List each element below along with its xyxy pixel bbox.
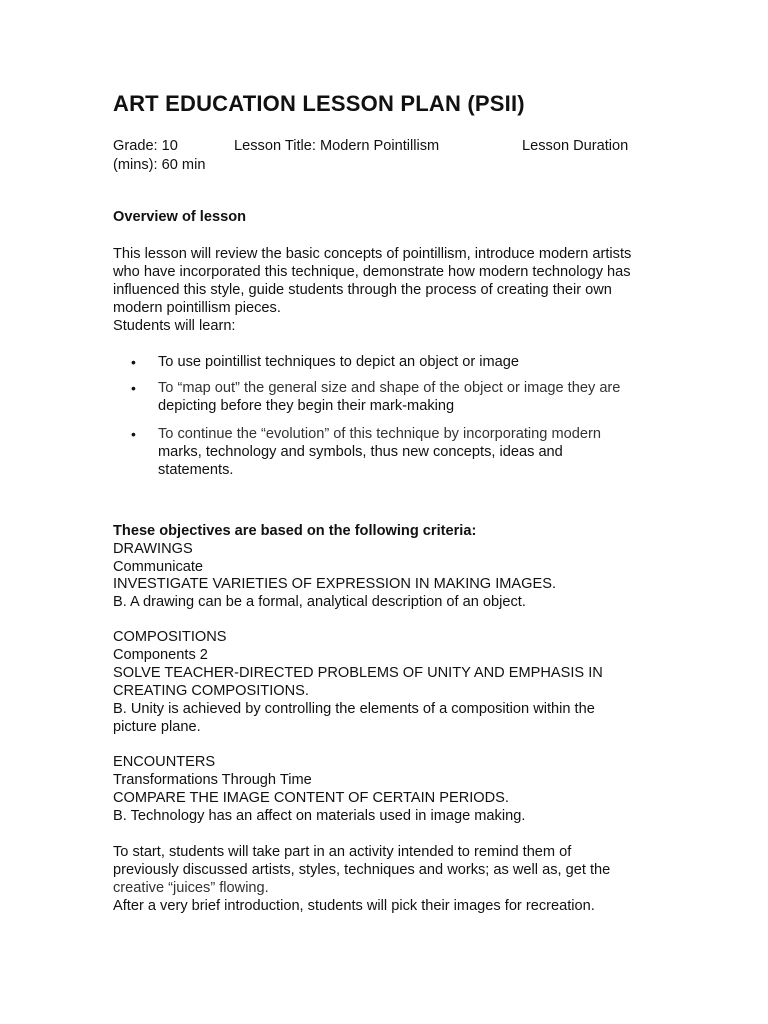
encounters-heading: ENCOUNTERS xyxy=(113,754,216,770)
compositions-line: SOLVE TEACHER-DIRECTED PROBLEMS OF UNITY AND EMPHASIS IN xyxy=(113,665,603,681)
lesson-duration-label: Lesson Duration xyxy=(522,138,629,154)
objectives-heading: These objectives are based on the following criteria: xyxy=(113,523,477,539)
closing-line: To start, students will take part in an activity intended to remind them of xyxy=(113,844,572,860)
closing-line: creative “juices” flowing. xyxy=(113,880,269,896)
compositions-line: Components 2 xyxy=(113,647,208,663)
compositions-line: picture plane. xyxy=(113,719,201,735)
bullet-item-text: To use pointillist techniques to depict an object or image xyxy=(158,354,520,370)
drawings-line: B. A drawing can be a formal, analytical description of an object. xyxy=(113,594,526,610)
drawings-line: Communicate xyxy=(113,559,204,575)
bullet-icon: • xyxy=(131,380,136,396)
bullet-item-text: depicting before they begin their mark-making xyxy=(158,398,455,414)
compositions-line: B. Unity is achieved by controlling the elements of a composition within the xyxy=(113,701,595,717)
lesson-title-label: Lesson Title: Modern Pointillism xyxy=(234,138,440,154)
bullet-item-text: To “map out” the general size and shape of the object or image they are xyxy=(158,380,621,396)
overview-line: This lesson will review the basic concepts of pointillism, introduce modern artists xyxy=(113,246,632,262)
compositions-line: CREATING COMPOSITIONS. xyxy=(113,683,309,699)
bullet-icon: • xyxy=(131,426,136,442)
overview-line: influenced this style, guide students through the process of creating their own xyxy=(113,282,612,298)
overview-line: modern pointillism pieces. xyxy=(113,300,281,316)
overview-line: who have incorporated this technique, demonstrate how modern technology has xyxy=(113,264,631,280)
drawings-heading: DRAWINGS xyxy=(113,541,193,557)
drawings-line: INVESTIGATE VARIETIES OF EXPRESSION IN MAKING IMAGES. xyxy=(113,576,557,592)
bullet-item-text: To continue the “evolution” of this technique by incorporating modern xyxy=(158,426,601,442)
students-will-learn: Students will learn: xyxy=(113,318,236,334)
grade-label: Grade: 10 xyxy=(113,138,178,154)
encounters-line: COMPARE THE IMAGE CONTENT OF CERTAIN PERIODS. xyxy=(113,790,509,806)
encounters-line: B. Technology has an affect on materials used in image making. xyxy=(113,808,526,824)
lesson-duration-value: (mins): 60 min xyxy=(113,157,206,173)
encounters-line: Transformations Through Time xyxy=(113,772,312,788)
bullet-icon: • xyxy=(131,354,136,370)
compositions-heading: COMPOSITIONS xyxy=(113,629,227,645)
bullet-item-text: marks, technology and symbols, thus new concepts, ideas and xyxy=(158,444,563,460)
bullet-item-text: statements. xyxy=(158,462,234,478)
document-title: ART EDUCATION LESSON PLAN (PSII) xyxy=(113,91,525,116)
overview-heading: Overview of lesson xyxy=(113,209,247,225)
closing-line: previously discussed artists, styles, techniques and works; as well as, get the xyxy=(113,862,611,878)
closing-line: After a very brief introduction, students will pick their images for recreation. xyxy=(113,898,595,914)
